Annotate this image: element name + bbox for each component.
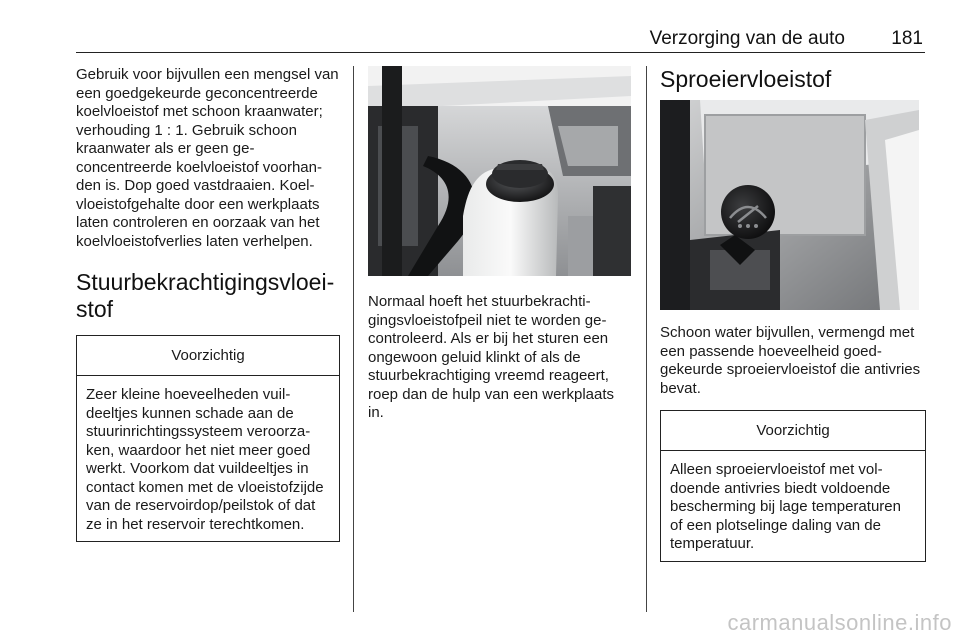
section-heading-power-steering: Stuurbekrachtigingsvloeistof <box>76 269 335 322</box>
caution-box <box>660 410 926 562</box>
power-steering-reservoir-photo <box>368 66 631 276</box>
washer-fluid-text: Schoon water bijvullen, vermengd met een passende hoeveelheid goedgekeurde sproeiervloeistof die antivries bevat. <box>660 324 921 397</box>
washer-fluid-reservoir-photo <box>660 100 919 310</box>
column-1 <box>76 66 340 542</box>
column-divider <box>646 66 647 612</box>
section-heading-washer-fluid: Sproeiervloeistof <box>660 66 832 92</box>
column-2 <box>368 66 631 423</box>
caution-text: Alleen sproeiervloeistof met voldoende antivries biedt voldoende bescherming bij lage temperaturen of een plotselinge daling van de temperatuur. <box>670 461 901 552</box>
caution-title: Voorzichtig <box>661 411 925 451</box>
page-header <box>76 28 925 53</box>
caution-box <box>76 335 340 542</box>
page-number: 181 <box>891 28 923 49</box>
header-title: Verzorging van de auto <box>649 28 845 49</box>
caution-title: Voorzichtig <box>77 336 339 376</box>
power-steering-text: Normaal hoeft het stuurbekrachtigingsvloeistofpeil niet te worden gecontroleerd. Als er bij het sturen een ongewoon geluid klinkt of als de stuurbekrachtiging vreemd reageert, roep dan de hulp van een werkplaats in. <box>368 293 615 421</box>
coolant-instructions: Gebruik voor bijvullen een mengsel van een goedgekeurde geconcentreerde koelvloeistof met schoon kraanwater; verhouding 1 : 1. Gebruik schoon kraanwater als er geen geconcentreerde koelvloeistof voorhanden is. Dop goed vastdraaien. Koelvloeistofgehalte door een werkplaats laten controleren en oorzaak van het koelvloeistofverlies laten verhelpen. <box>76 66 339 250</box>
column-3 <box>660 66 926 562</box>
column-divider <box>353 66 354 612</box>
caution-text: Zeer kleine hoeveelheden vuildeeltjes kunnen schade aan de stuurinrichtingssysteem veroorzaken, waardoor het niet meer goed werkt. Voorkom dat vuildeeltjes in contact komen met de vloeistofzijde van de reservoirdop/peilstok of dat ze in het reservoir terechtkomen. <box>86 386 324 533</box>
watermark: carmanualsonline.info <box>727 610 952 635</box>
